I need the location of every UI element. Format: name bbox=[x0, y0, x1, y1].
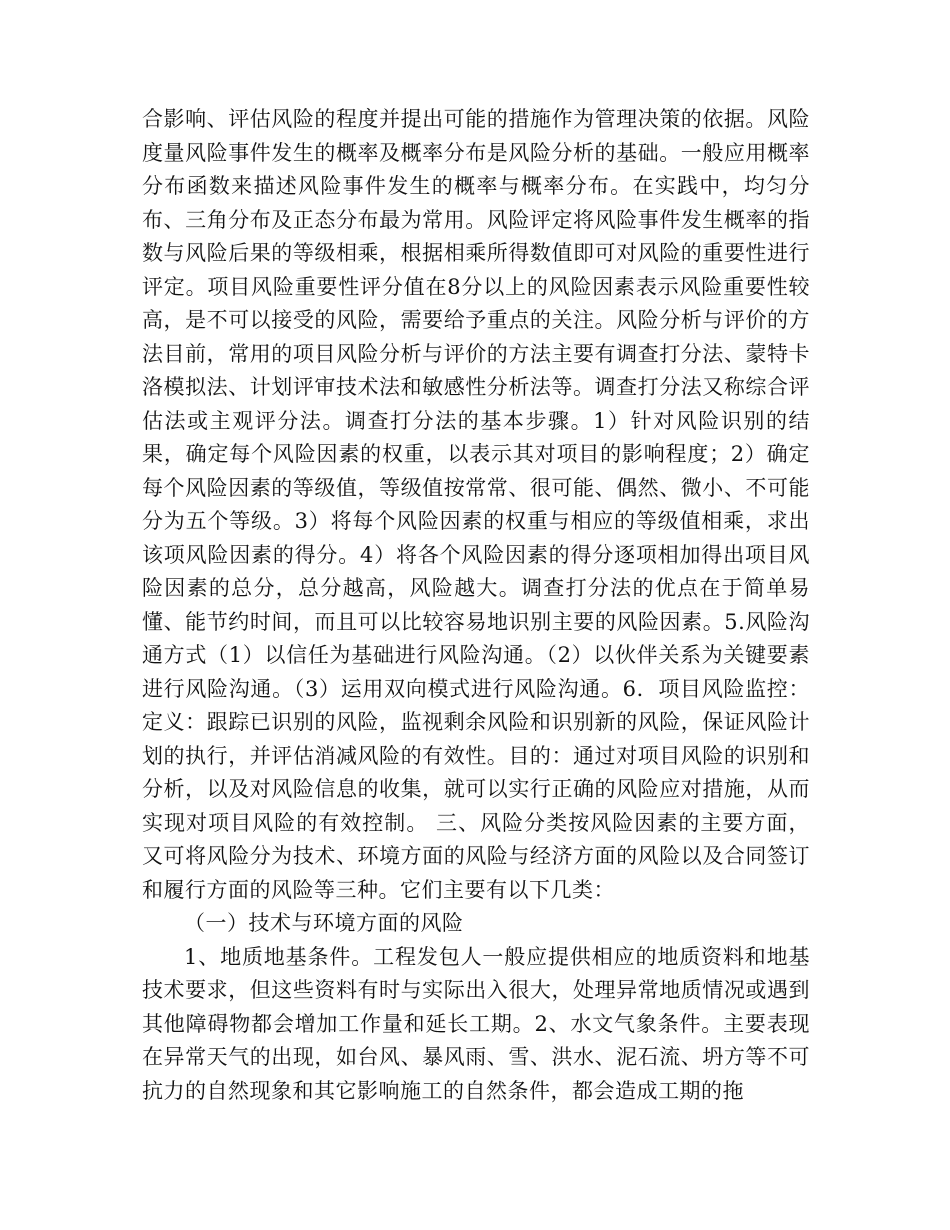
document-page bbox=[142, 103, 810, 1108]
section-heading-technical-environmental-risk: （一）技术与环境方面的风险 bbox=[184, 911, 464, 935]
body-paragraph-geology-hydrology: 1、地质地基条件。工程发包人一般应提供相应的地质资料和地基技术要求，但这些资料有时与实际出入很大，处理异常地质情况或遇到其他障碍物都会增加工作量和延长工期。2、水文气象条件。主要表现在异常天气的出现，如台风、暴风雨、雪、洪水、泥石流、坍方等不可抗力的自然现象和其它影响施工的自然条件，都会造成工期的拖 bbox=[142, 944, 810, 1103]
body-paragraph-risk-analysis: 合影响、评估风险的程度并提出可能的措施作为管理决策的依据。风险度量风险事件发生的概率及概率分布是风险分析的基础。一般应用概率分布函数来描述风险事件发生的概率与概率分布。在实践中，均匀分布、三角分布及正态分布最为常用。风险评定将风险事件发生概率的指数与风险后果的等级相乘，根据相乘所得数值即可对风险的重要性进行评定。项目风险重要性评分值在8分以上的风险因素表示风险重要性较高，是不可以接受的风险，需要给予重点的关注。风险分析与评价的方法目前，常用的项目风险分析与评价的方法主要有调查打分法、蒙特卡洛模拟法、计划评审技术法和敏感性分析法等。调查打分法又称综合评估法或主观评分法。调查打分法的基本步骤。1）针对风险识别的结果，确定每个风险因素的权重，以表示其对项目的影响程度；2）确定每个风险因素的等级值，等级值按常常、很可能、偶然、微小、不可能分为五个等级。3）将每个风险因素的权重与相应的等级值相乘，求出该项风险因素的得分。4）将各个风险因素的得分逐项相加得出项目风险因素的总分，总分越高，风险越大。调查打分法的优点在于简单易懂、能节约时间，而且可以比较容易地识别主要的风险因素。5.风险沟通方式（1）以信任为基础进行风险沟通。（2）以伙伴关系为关键要素进行风险沟通。（3）运用双向模式进行风险沟通。6．项目风险监控：定义：跟踪已识别的风险，监视剩余风险和识别新的风险，保证风险计划的执行，并评估消减风险的有效性。目的：通过对项目风险的识别和分析，以及对风险信息的收集，就可以实行正确的风险应对措施，从而实现对项目风险的有效控制。 三、风险分类按风险因素的主要方面，又可将风险分为技术、环境方面的风险与经济方面的风险以及合同签订和履行方面的风险等三种。它们主要有以下几类： bbox=[142, 107, 810, 902]
